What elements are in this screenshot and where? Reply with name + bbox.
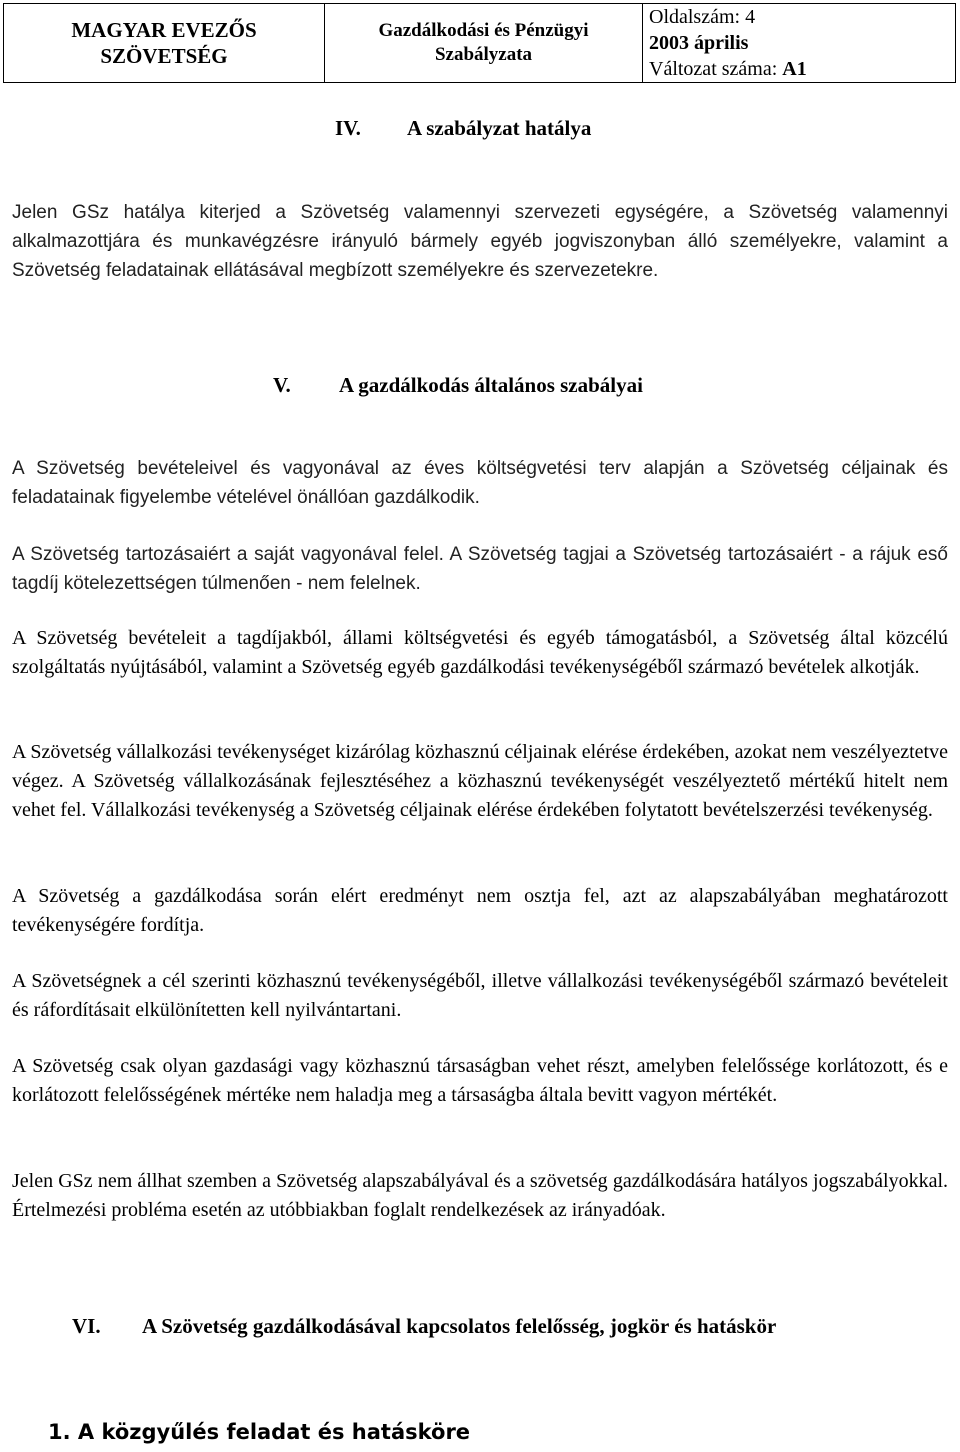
section-v-number: V. bbox=[273, 373, 291, 397]
section-vi-heading bbox=[72, 1313, 776, 1339]
section-v-title: A gazdálkodás általános szabályai bbox=[339, 373, 643, 397]
section-iv-paragraph: Jelen GSz hatálya kiterjed a Szövetség valamennyi szervezeti egységére, a Szövetség valamennyi alkalmazottjára és munkavégzésre irányuló bármely egyéb jogviszonyban álló személyekre, valamint a Szövetség feladatainak ellátásával megbízott személyekre és szervezetekre. bbox=[12, 202, 948, 281]
document-date: 2003 április bbox=[649, 32, 749, 54]
version-value: A1 bbox=[782, 58, 807, 80]
section-vi-title: A Szövetség gazdálkodásával kapcsolatos felelősség, jogkör és hatáskör bbox=[142, 1314, 777, 1338]
organization-name-line1: MAGYAR EVEZŐS bbox=[71, 18, 257, 42]
subsection-1-heading: 1. A közgyűlés feladat és hatásköre bbox=[48, 1420, 471, 1444]
section-v-paragraph-7: A Szövetség csak olyan gazdasági vagy közhasznú társaságban vehet részt, amelyben felelőssége korlátozott, és e korlátozott felelősségének mértéke nem haladja meg a társaságba általa bevitt vagyon mértékét. bbox=[12, 1055, 948, 1106]
document-header-table bbox=[3, 3, 956, 83]
section-v-paragraph-8: Jelen GSz nem állhat szemben a Szövetség alapszabályával és a szövetség gazdálkodására hatályos jogszabályokkal. Értelmezési probléma esetén az utóbbiakban foglalt rendelkezések az irányadóak. bbox=[12, 1170, 948, 1221]
document-title-line2: Szabályzata bbox=[434, 44, 533, 65]
organization-cell bbox=[4, 4, 325, 83]
section-iv-heading bbox=[335, 115, 591, 141]
page-number: Oldalszám: 4 bbox=[649, 6, 756, 28]
section-iv-title: A szabályzat hatálya bbox=[407, 116, 592, 140]
section-v-paragraph-3: A Szövetség bevételeit a tagdíjakból, állami költségvetési és egyéb támogatásból, a Szövetség által közcélú szolgáltatás nyújtásából, valamint a Szövetség egyéb gazdálkodási tevékenységéből származó bevételek alkotják. bbox=[12, 627, 948, 678]
section-v-paragraph-1: A Szövetség bevételeivel és vagyonával az éves költségvetési terv alapján a Szövetség céljainak és feladatainak figyelembe vételével önállóan gazdálkodik. bbox=[12, 458, 948, 508]
section-v-paragraph-5: A Szövetség a gazdálkodása során elért eredményt nem osztja fel, azt az alapszabályában meghatározott tevékenységére fordítja. bbox=[12, 885, 948, 936]
version-line bbox=[649, 56, 955, 82]
section-v-paragraph-2: A Szövetség tartozásaiért a saját vagyonával felel. A Szövetség tagjai a Szövetség tartozásaiért - a rájuk eső tagdíj kötelezettségen túlmenően - nem felelnek. bbox=[12, 544, 948, 594]
section-v-paragraph-4: A Szövetség vállalkozási tevékenységet kizárólag közhasznú céljainak elérése érdekében, azokat nem veszélyeztetve végez. A Szövetség vállalkozásának fejlesztéséhez a közhasznú tevékenységét veszélyeztető mértékű hitelt nem vehet fel. Vállalkozási tevékenység a Szövetség céljainak elérése érdekében folytatott bevételszerzési tevékenység. bbox=[12, 741, 948, 821]
section-v-heading bbox=[273, 372, 643, 398]
organization-name-line2: SZÖVETSÉG bbox=[100, 44, 228, 68]
document-title-cell bbox=[325, 4, 643, 83]
section-v-paragraph-6: A Szövetségnek a cél szerinti közhasznú tevékenységéből, illetve vállalkozási tevékenységéből származó bevételeit és ráfordításait elkülönítetten kell nyilvántartani. bbox=[12, 970, 948, 1021]
document-title-line1: Gazdálkodási és Pénzügyi bbox=[378, 20, 589, 41]
version-label: Változat száma: bbox=[649, 58, 778, 80]
section-vi-number: VI. bbox=[72, 1314, 101, 1338]
section-iv-number: IV. bbox=[335, 116, 361, 140]
document-meta-cell bbox=[643, 4, 956, 83]
